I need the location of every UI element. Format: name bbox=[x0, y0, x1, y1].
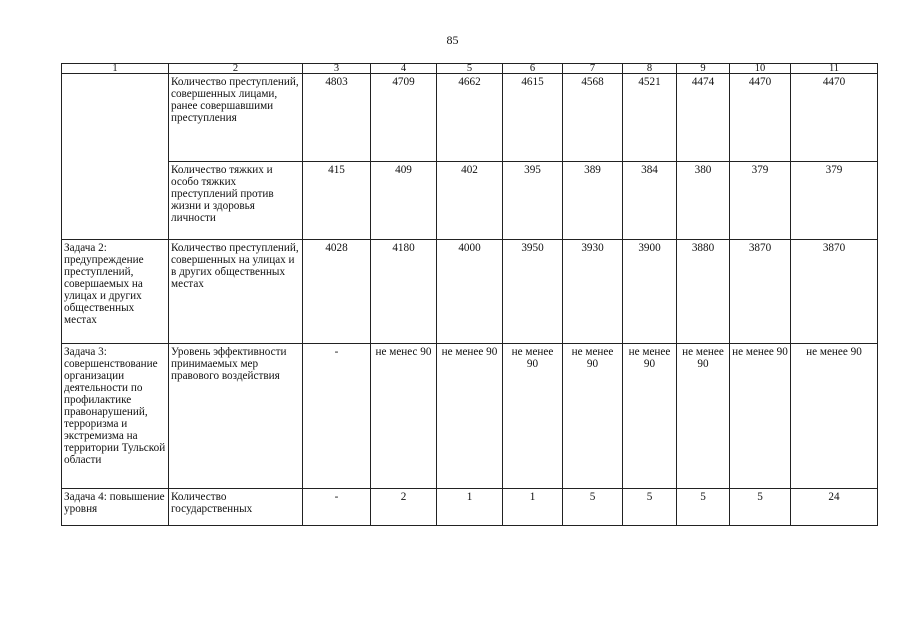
value-cell: 395 bbox=[503, 162, 563, 240]
value-cell: не менес 90 bbox=[371, 344, 437, 489]
header-cell: 2 bbox=[169, 64, 303, 74]
header-cell: 9 bbox=[677, 64, 730, 74]
value-cell: не менее 90 bbox=[791, 344, 878, 489]
value-cell: не менее 90 bbox=[437, 344, 503, 489]
indicator-cell: Количество тяжких и особо тяжких преступлений против жизни и здоровья личности bbox=[169, 162, 303, 240]
indicator-cell: Количество преступлений, совершенных лицами, ранее совершавшими преступления bbox=[169, 74, 303, 162]
value-cell: 4615 bbox=[503, 74, 563, 162]
value-cell: 5 bbox=[677, 489, 730, 526]
value-cell: 379 bbox=[730, 162, 791, 240]
indicator-cell: Количество государственных bbox=[169, 489, 303, 526]
value-cell: 4028 bbox=[303, 240, 371, 344]
value-cell: 3880 bbox=[677, 240, 730, 344]
value-cell: 1 bbox=[503, 489, 563, 526]
value-cell: 4803 bbox=[303, 74, 371, 162]
value-cell: 24 bbox=[791, 489, 878, 526]
value-cell: 4521 bbox=[623, 74, 677, 162]
page-number: 85 bbox=[446, 33, 459, 47]
indicator-cell: Уровень эффективности принимаемых мер правового воздействия bbox=[169, 344, 303, 489]
indicator-cell: Количество преступлений, совершенных на улицах и в других общественных местах bbox=[169, 240, 303, 344]
value-cell: 4000 bbox=[437, 240, 503, 344]
value-cell: - bbox=[303, 344, 371, 489]
value-cell: 379 bbox=[791, 162, 878, 240]
value-cell: 4180 bbox=[371, 240, 437, 344]
header-cell: 10 bbox=[730, 64, 791, 74]
value-cell: 4474 bbox=[677, 74, 730, 162]
table-row bbox=[62, 489, 878, 526]
table-row bbox=[62, 162, 878, 240]
value-cell: 5 bbox=[623, 489, 677, 526]
task-cell: Задача 4: повышение уровня bbox=[62, 489, 169, 526]
value-cell: 389 bbox=[563, 162, 623, 240]
value-cell: 2 bbox=[371, 489, 437, 526]
value-cell: 3950 bbox=[503, 240, 563, 344]
header-cell: 5 bbox=[437, 64, 503, 74]
table-row bbox=[62, 240, 878, 344]
task-cell: Задача 2: предупреждение преступлений, совершаемых на улицах и других общественных местах bbox=[62, 240, 169, 344]
value-cell: не менее 90 bbox=[730, 344, 791, 489]
value-cell: 3870 bbox=[730, 240, 791, 344]
header-cell: 8 bbox=[623, 64, 677, 74]
value-cell: 5 bbox=[730, 489, 791, 526]
value-cell: 5 bbox=[563, 489, 623, 526]
value-cell: 409 bbox=[371, 162, 437, 240]
task-cell bbox=[62, 74, 169, 240]
table-row bbox=[62, 344, 878, 489]
value-cell: не менее 90 bbox=[503, 344, 563, 489]
value-cell: 402 bbox=[437, 162, 503, 240]
header-cell: 6 bbox=[503, 64, 563, 74]
task-cell: Задача 3: совершенствование организации деятельности по профилактике правонарушений, терроризма и экстремизма на территории Тульской области bbox=[62, 344, 169, 489]
value-cell: 380 bbox=[677, 162, 730, 240]
value-cell: 1 bbox=[437, 489, 503, 526]
value-cell: 4709 bbox=[371, 74, 437, 162]
value-cell: не менее 90 bbox=[623, 344, 677, 489]
table-row bbox=[62, 74, 878, 162]
column-number-row bbox=[62, 64, 878, 74]
indicators-table bbox=[61, 63, 878, 526]
header-cell: 4 bbox=[371, 64, 437, 74]
header-cell: 1 bbox=[62, 64, 169, 74]
value-cell: 384 bbox=[623, 162, 677, 240]
header-cell: 3 bbox=[303, 64, 371, 74]
value-cell: 3900 bbox=[623, 240, 677, 344]
value-cell: 4470 bbox=[730, 74, 791, 162]
header-cell: 7 bbox=[563, 64, 623, 74]
value-cell: 415 bbox=[303, 162, 371, 240]
value-cell: 4662 bbox=[437, 74, 503, 162]
value-cell: 3930 bbox=[563, 240, 623, 344]
value-cell: не менее 90 bbox=[563, 344, 623, 489]
value-cell: 4470 bbox=[791, 74, 878, 162]
value-cell: 4568 bbox=[563, 74, 623, 162]
header-cell: 11 bbox=[791, 64, 878, 74]
value-cell: 3870 bbox=[791, 240, 878, 344]
value-cell: не менее 90 bbox=[677, 344, 730, 489]
value-cell: - bbox=[303, 489, 371, 526]
